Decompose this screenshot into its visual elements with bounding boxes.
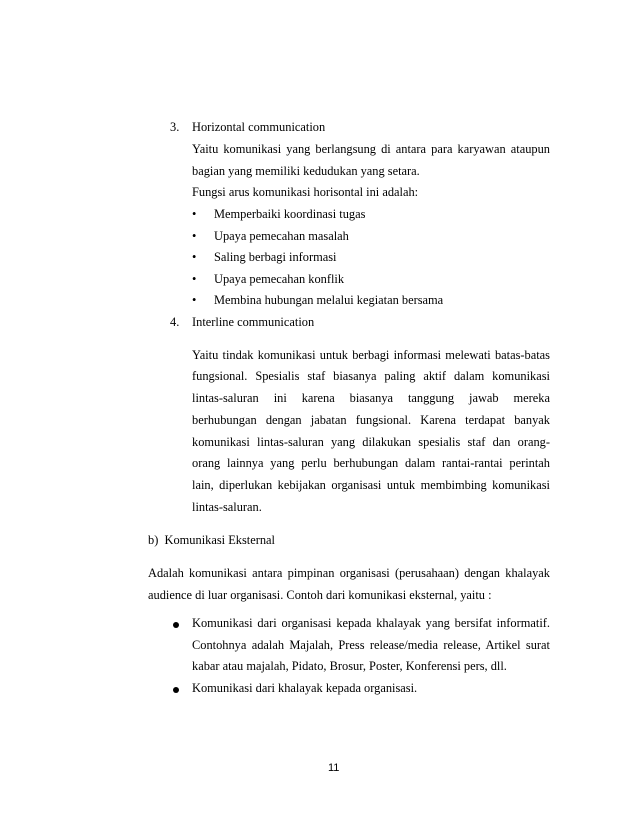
- list-item-line: Komunikasi dari organisasi kepada khalayak yang bersifat informatif.: [192, 616, 550, 630]
- list-item: Upaya pemecahan masalah: [214, 229, 349, 243]
- list-number: 4.: [170, 315, 180, 329]
- paragraph-line: bagian yang memiliki kedudukan yang setara.: [192, 164, 420, 178]
- bullet-icon: •: [192, 229, 197, 243]
- list-item: Upaya pemecahan konflik: [214, 272, 345, 286]
- bullet-dot-icon: [173, 622, 179, 628]
- paragraph-line: audience di luar organisasi. Contoh dari komunikasi eksternal, yaitu :: [148, 588, 492, 602]
- bullet-icon: •: [192, 272, 197, 286]
- paragraph-line: Adalah komunikasi antara pimpinan organisasi (perusahaan) dengan khalayak: [148, 566, 550, 580]
- paragraph-line: Yaitu komunikasi yang berlangsung di antara para karyawan ataupun: [192, 142, 550, 156]
- list-intro: Fungsi arus komunikasi horisontal ini adalah:: [192, 185, 419, 199]
- bullet-dot-icon: [173, 687, 179, 693]
- paragraph-line: lain, diperlukan kebijakan organisasi untuk membimbing komunikasi: [192, 478, 550, 492]
- list-item-line: kabar atau majalah, Pidato, Brosur, Poster, Konferensi pers, dll.: [192, 659, 507, 673]
- bullet-icon: •: [192, 293, 197, 307]
- list-number: 3.: [170, 120, 180, 134]
- paragraph-line: berhubungan dengan jabatan fungsional. Karena terdapat banyak: [192, 413, 550, 427]
- paragraph-line: lintas-saluran ini karena biasanya tanggung jawab mereka: [192, 391, 550, 405]
- paragraph-line: fungsional. Spesialis staf biasanya paling aktif dalam komunikasi: [192, 369, 550, 383]
- list-item: Memperbaiki koordinasi tugas: [214, 207, 366, 221]
- item-title: Horizontal communication: [192, 120, 326, 134]
- list-item: Membina hubungan melalui kegiatan bersama: [214, 293, 444, 307]
- list-item-line: Komunikasi dari khalayak kepada organisasi.: [192, 681, 418, 695]
- paragraph-line: komunikasi lintas-saluran yang dilakukan spesialis staf dan orang-: [192, 435, 550, 449]
- list-item-line: Contohnya adalah Majalah, Press release/media release, Artikel surat: [192, 638, 550, 652]
- paragraph-line: lintas-saluran.: [192, 500, 262, 514]
- list-item: Saling berbagi informasi: [214, 250, 337, 264]
- paragraph-line: Yaitu tindak komunikasi untuk berbagi informasi melewati batas-batas: [192, 348, 550, 362]
- page-number: 11: [328, 762, 340, 774]
- item-title: Interline communication: [192, 315, 315, 329]
- bullet-icon: •: [192, 250, 197, 264]
- section-heading: b) Komunikasi Eksternal: [148, 533, 275, 547]
- paragraph-line: orang lainnya yang perlu berhubungan dalam rantai-rantai perintah: [192, 456, 550, 470]
- bullet-icon: •: [192, 207, 197, 221]
